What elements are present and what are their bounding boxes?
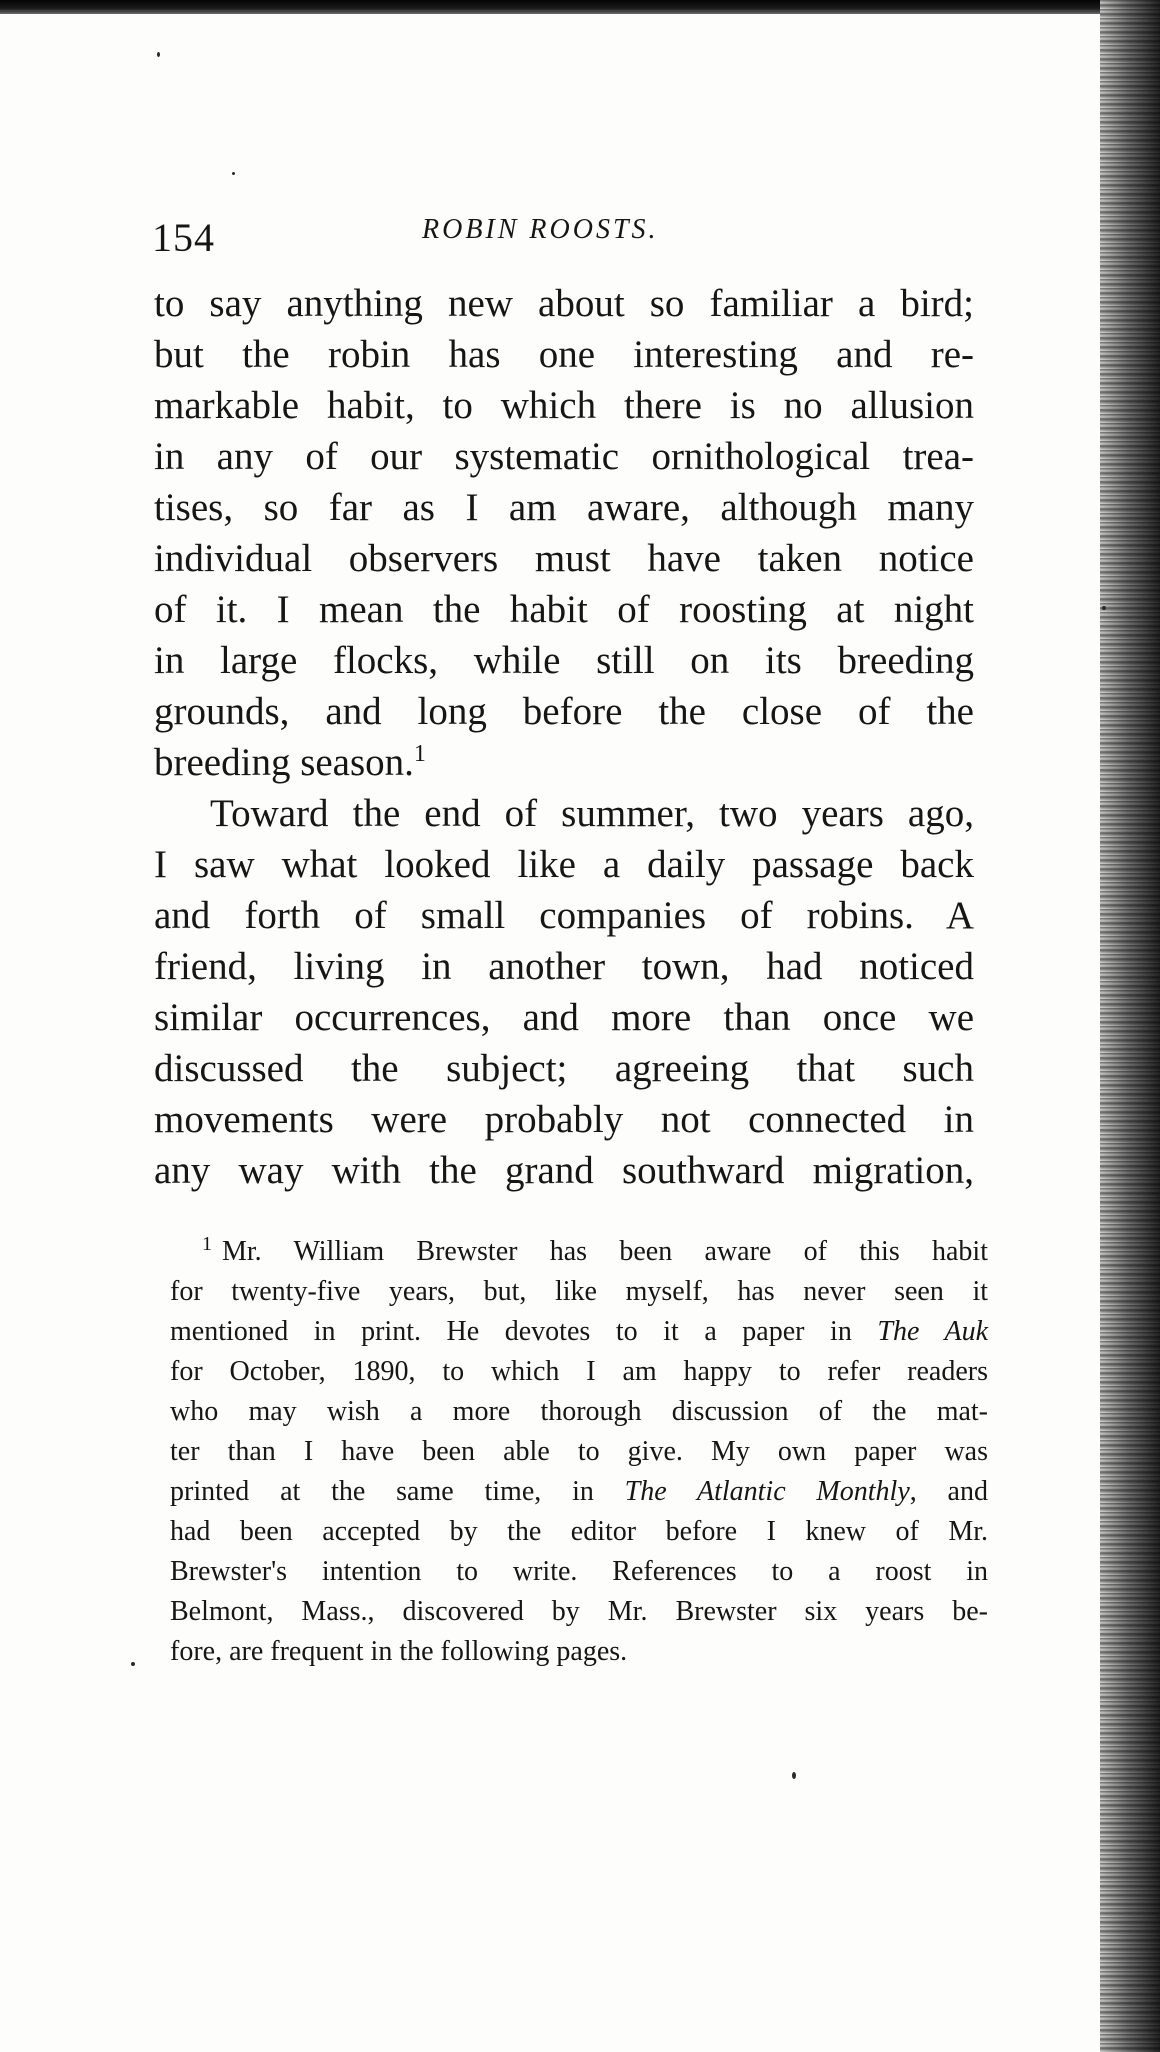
body-line: of it. I mean the habit of roosting at night (154, 588, 974, 631)
body-line: I saw what looked like a daily passage back (154, 843, 974, 886)
footnote-line-text: , and (909, 1476, 988, 1507)
paper-speck (1102, 606, 1106, 610)
body-text (154, 278, 974, 1196)
paper-speck (792, 1772, 796, 1779)
footnote-line-text: mentioned in print. He devotes to it a paper in (170, 1316, 878, 1347)
footnote-line: for twenty-five years, but, like myself, has never seen it (170, 1276, 988, 1307)
footnote-line: for October, 1890, to which I am happy to refer readers (170, 1356, 988, 1387)
page-number: 154 (152, 215, 215, 260)
journal-title-atlantic-monthly: The Atlantic Monthly (624, 1476, 910, 1507)
running-title: ROBIN ROOSTS. (422, 214, 659, 245)
body-line: discussed the subject; agreeing that such (154, 1047, 974, 1090)
footnote-line: who may wish a more thorough discussion of the mat- (170, 1396, 988, 1427)
page-gutter-edge (1100, 0, 1160, 2052)
body-line-text: breeding season. (154, 741, 414, 784)
body-line: and forth of small companies of robins. A (154, 894, 974, 937)
footnote-line: ter than I have been able to give. My own paper was (170, 1436, 988, 1467)
footnote-line-text: printed at the same time, in (170, 1476, 625, 1507)
footnote (170, 1232, 988, 1672)
footnote-line (170, 1232, 988, 1272)
body-line: friend, living in another town, had noticed (154, 945, 974, 988)
footnote-line: Brewster's intention to write. References to a roost in (170, 1556, 988, 1587)
footnote-line: had been accepted by the editor before I knew of Mr. (170, 1516, 988, 1547)
footnote-line-text: Mr. William Brewster has been aware of this habit (222, 1236, 988, 1267)
body-line: similar occurrences, and more than once we (154, 996, 974, 1039)
paper-speck (157, 52, 160, 57)
footnote-line (170, 1472, 988, 1512)
paper-speck (232, 172, 235, 175)
body-line: but the robin has one interesting and re- (154, 333, 974, 376)
footnote-reference[interactable]: 1 (413, 741, 426, 767)
body-line (154, 737, 974, 788)
body-line: movements were probably not connected in (154, 1098, 974, 1141)
body-line: to say anything new about so familiar a bird; (154, 282, 974, 325)
journal-title-the-auk: The Auk (877, 1316, 988, 1347)
body-line: tises, so far as I am aware, although many (154, 486, 974, 529)
body-line: markable habit, to which there is no allusion (154, 384, 974, 427)
body-line: in large flocks, while still on its breeding (154, 639, 974, 682)
body-line: any way with the grand southward migration, (154, 1149, 974, 1192)
footnote-line (170, 1312, 988, 1352)
paper-speck (131, 1662, 135, 1666)
page-top-shadow (0, 0, 1160, 14)
footnote-marker: 1 (202, 1232, 212, 1255)
running-head (152, 210, 972, 260)
body-line: grounds, and long before the close of the (154, 690, 974, 733)
footnote-line: fore, are frequent in the following pages. (170, 1636, 628, 1667)
footnote-line: Belmont, Mass., discovered by Mr. Brewster six years be- (170, 1596, 988, 1627)
body-line: individual observers must have taken notice (154, 537, 974, 580)
paragraph-first-line: Toward the end of summer, two years ago, (210, 792, 974, 835)
body-line: in any of our systematic ornithological trea- (154, 435, 974, 478)
